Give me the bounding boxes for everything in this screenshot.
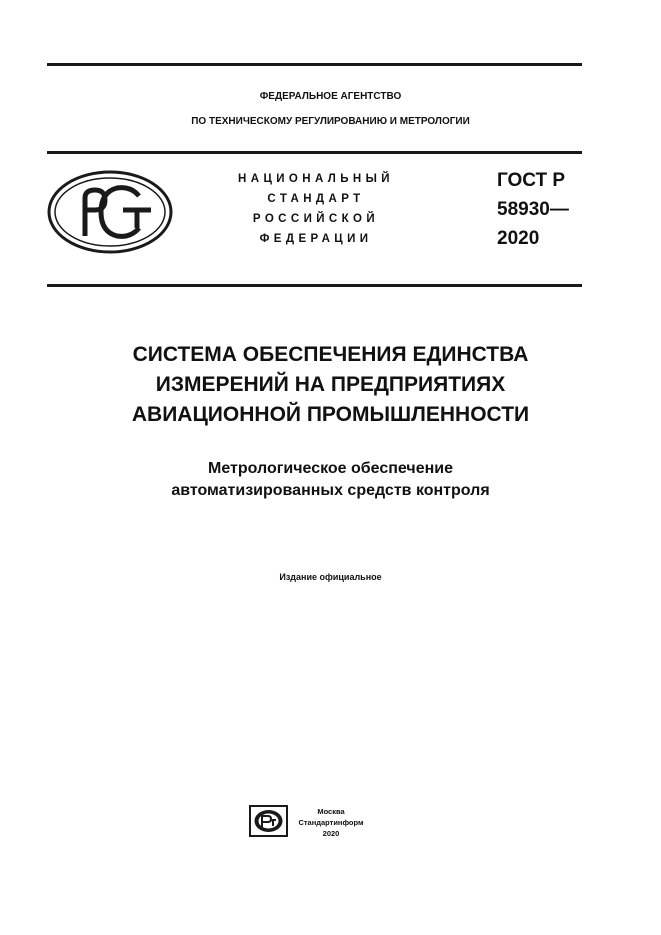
title-line-3: АВИАЦИОННОЙ ПРОМЫШЛЕННОСТИ: [131, 403, 530, 426]
title-line-1: СИСТЕМА ОБЕСПЕЧЕНИЯ ЕДИНСТВА: [132, 343, 529, 366]
subtitle-line-1: Метрологическое обеспечение: [207, 460, 453, 477]
designation-line-1: ГОСТ Р: [497, 170, 566, 191]
publisher-city: Москва: [317, 807, 345, 816]
standard-type-line-3: РОССИЙСКОЙ: [252, 213, 380, 225]
publisher-name: Стандартинформ: [298, 818, 364, 827]
standard-type-line-4: ФЕДЕРАЦИИ: [259, 233, 373, 245]
top-rule: [47, 63, 582, 66]
designation-line-2: 58930—: [497, 199, 569, 220]
designation-line-3: 2020: [497, 228, 540, 249]
publisher-year: 2020: [322, 829, 340, 838]
title-line-2: ИЗМЕРЕНИЙ НА ПРЕДПРИЯТИЯХ: [155, 373, 506, 396]
publisher-logo: [249, 805, 288, 837]
edition-label: Издание официальное: [279, 572, 382, 582]
subtitle-line-2: автоматизированных средств контроля: [171, 482, 490, 499]
rst-certification-logo: [47, 170, 173, 254]
agency-line-2: ПО ТЕХНИЧЕСКОМУ РЕГУЛИРОВАНИЮ И МЕТРОЛОГИИ: [191, 116, 470, 127]
agency-line-1: ФЕДЕРАЛЬНОЕ АГЕНТСТВО: [259, 91, 402, 102]
standard-type-line-1: НАЦИОНАЛЬНЫЙ: [238, 173, 394, 185]
header-bottom-rule: [47, 284, 582, 287]
standard-type-line-2: СТАНДАРТ: [267, 193, 365, 205]
header-rule: [47, 151, 582, 154]
